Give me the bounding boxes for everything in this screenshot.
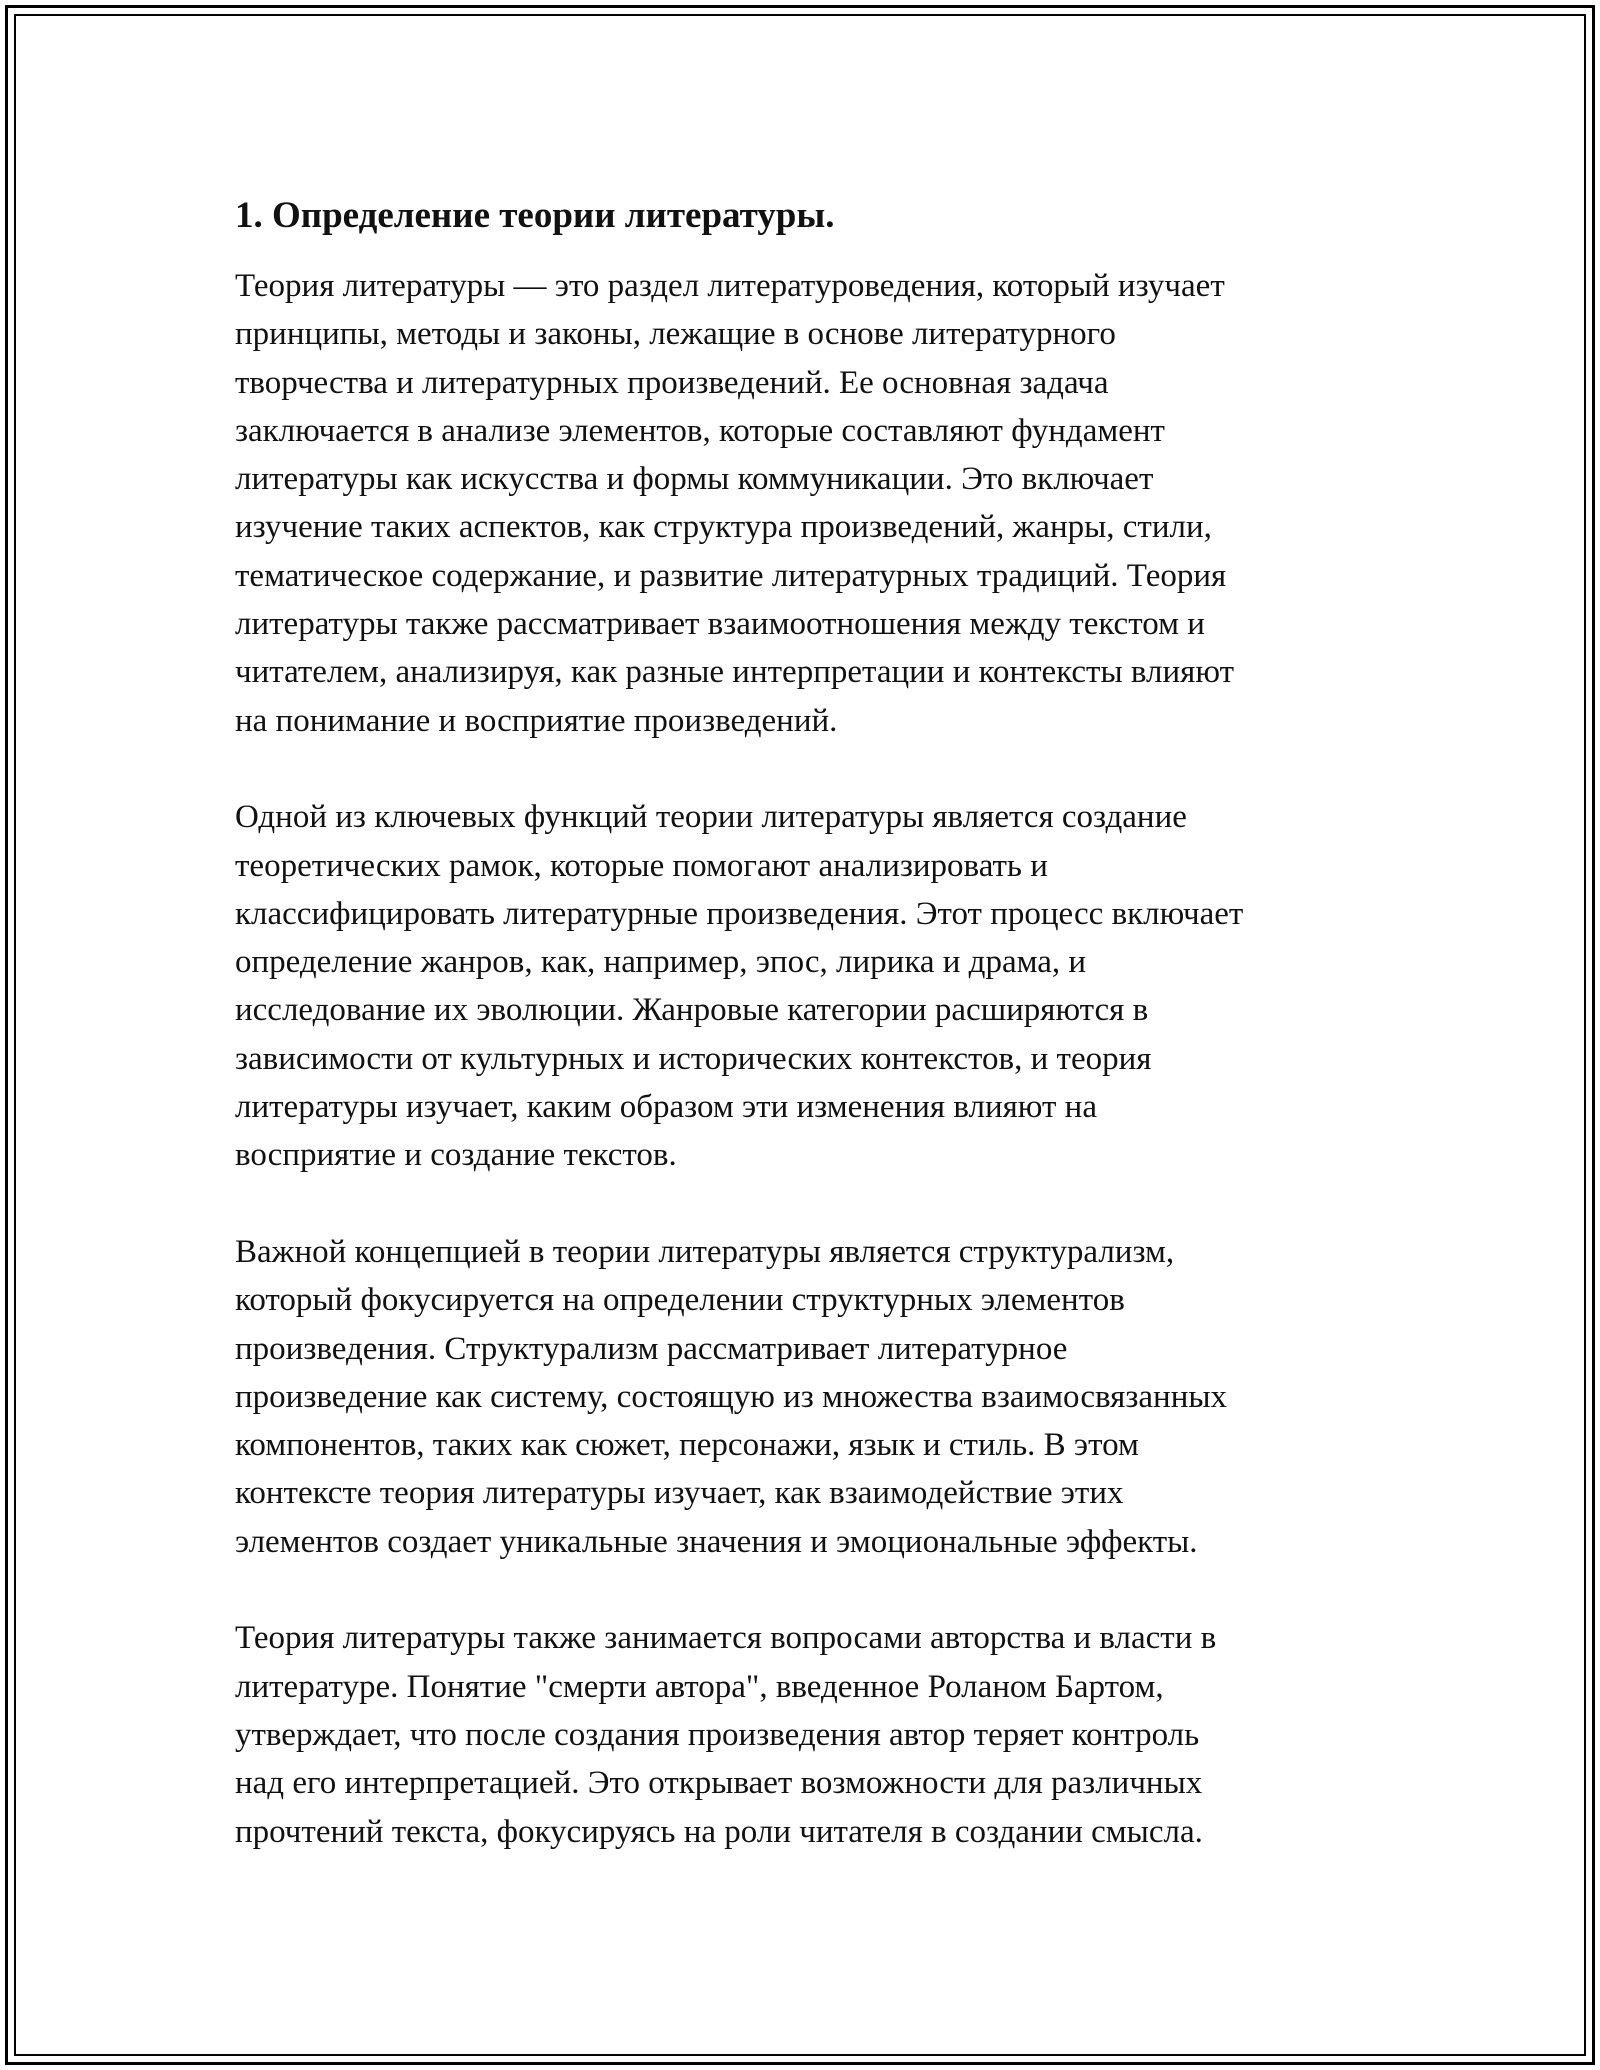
text-line: Теория литературы — это раздел литературоведения, который изучает	[235, 268, 1225, 304]
text-line: Одной из ключевых функций теории литературы является создание	[235, 799, 1187, 836]
text-line: восприятие и создание текстов.	[235, 1137, 677, 1174]
text-line: элементов создает уникальные значения и эмоциональные эффекты.	[235, 1523, 1198, 1560]
text-line: изучение таких аспектов, как структура произведений, жанры, стили,	[235, 509, 1212, 546]
text-line: литературе. Понятие "смерти автора", введенное Роланом Бартом,	[235, 1668, 1164, 1705]
text-line: классифицировать литературные произведения. Этот процесс включает	[235, 895, 1244, 932]
text-line: литературы как искусства и формы коммуникации. Это включает	[235, 461, 1154, 498]
text-line: зависимости от культурных и исторических контекстов, и теория	[235, 1040, 1152, 1077]
section-heading: 1. Определение теории литературы.	[235, 195, 835, 236]
text-line: читателем, анализируя, как разные интерпретации и контексты влияют	[235, 654, 1234, 691]
paragraph-1	[235, 262, 1375, 745]
text-line: тематическое содержание, и развитие литературных традиций. Теория	[235, 557, 1227, 594]
text-line: утверждает, что после создания произведения автор теряет контроль	[235, 1716, 1200, 1753]
text-line: прочтений текста, фокусируясь на роли читателя в создании смысла.	[235, 1813, 1203, 1850]
text-line: определение жанров, как, например, эпос, лирика и драма, и	[235, 944, 1087, 981]
text-line: который фокусируется на определении структурных элементов	[235, 1282, 1125, 1319]
text-line: теоретических рамок, которые помогают анализировать и	[235, 847, 1048, 884]
paragraph-4	[235, 1614, 1375, 1855]
text-line: над его интерпретацией. Это открывает возможности для различных	[235, 1765, 1203, 1802]
document-body	[235, 188, 1375, 1904]
text-line: компонентов, таких как сюжет, персонажи, язык и стиль. В этом	[235, 1427, 1139, 1464]
text-line: литературы также рассматривает взаимоотношения между текстом и	[235, 606, 1205, 643]
text-line: произведение как систему, состоящую из множества взаимосвязанных	[235, 1378, 1228, 1415]
paragraph-2	[235, 793, 1375, 1179]
text-line: на понимание и восприятие произведений.	[235, 702, 838, 739]
text-line: творчества и литературных произведений. Ее основная задача	[235, 364, 1109, 401]
text-line: Важной концепцией в теории литературы является структурализм,	[235, 1233, 1175, 1270]
text-line: исследование их эволюции. Жанровые категории расширяются в	[235, 992, 1149, 1029]
text-line: произведения. Структурализм рассматривает литературное	[235, 1330, 1068, 1367]
paragraph-3	[235, 1228, 1375, 1566]
text-line: Теория литературы также занимается вопросами авторства и власти в	[235, 1620, 1217, 1657]
text-line: литературы изучает, каким образом эти изменения влияют на	[235, 1089, 1097, 1126]
text-line: принципы, методы и законы, лежащие в основе литературного	[235, 316, 1116, 353]
text-line: контексте теория литературы изучает, как взаимодействие этих	[235, 1475, 1124, 1512]
text-line: заключается в анализе элементов, которые составляют фундамент	[235, 412, 1165, 449]
